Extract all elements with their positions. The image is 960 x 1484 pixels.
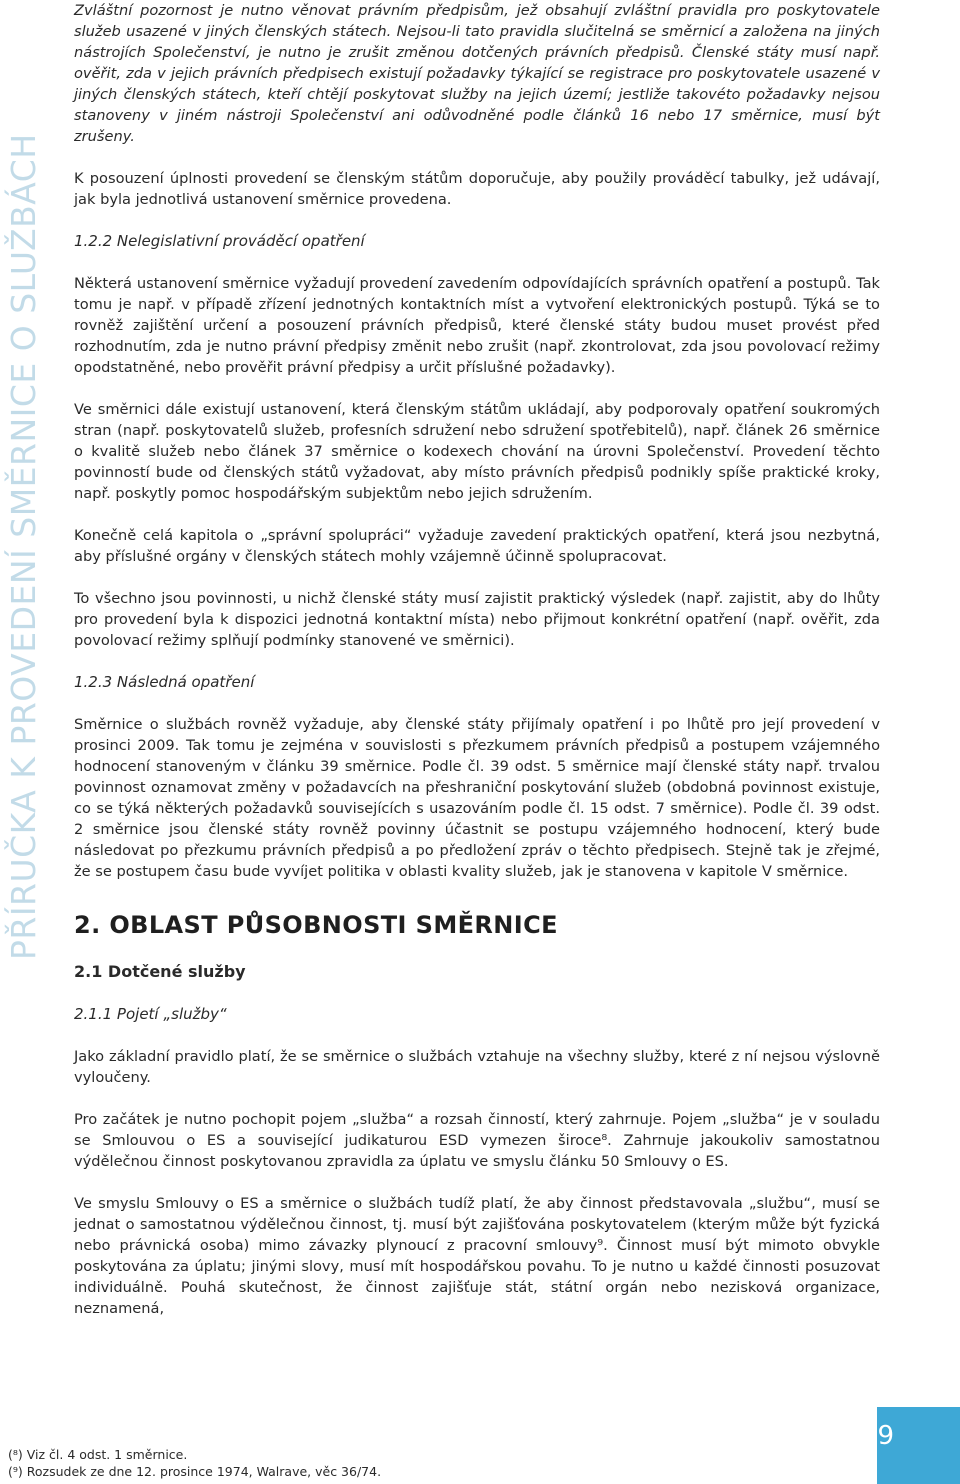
- paragraph: Jako základní pravidlo platí, že se směrnice o službách vztahuje na všechny služby, které z ní nejsou výslovně vyloučeny.: [74, 1048, 880, 1086]
- subsection-heading: 1.2.3 Následná opatření: [74, 673, 255, 691]
- side-title-text: PŘÍRUČKA K PROVEDENÍ SMĚRNICE O SLUŽBÁCH: [4, 133, 43, 960]
- spacer: [74, 147, 880, 168]
- paragraph: Ve směrnici dále existují ustanovení, která členským státům ukládají, aby podporovaly opatření soukromých stran (např. poskytovatelů služeb, profesních sdružení nebo sdružení spotřebitelů), např. článek 26 směrnice o kvalitě služeb nebo článek 37 směrnice o kodexech chování na úrovni Společenství. Provedení těchto povinností bude od členských států vyžadovat, aby místo právních předpisů podnikly spíše praktické kroky, např. poskytly pomoc hospodářským subjektům nebo jejich sdružením.: [74, 401, 880, 502]
- footnote-9: (⁹) Rozsudek ze dne 12. prosince 1974, Walrave, věc 36/74.: [8, 1464, 382, 1479]
- side-title: [2, 0, 42, 960]
- spacer: [74, 651, 880, 672]
- spacer: [74, 252, 880, 273]
- paragraph: Ve smyslu Smlouvy o ES a směrnice o službách tudíž platí, že aby činnost představovala „službu“, musí se jednat o samostatnou výdělečnou činnost, tj. musí být zajišťována poskytovatelem (kterým může být fyzická nebo právnická osoba) mimo závazky plynoucí z pracovní smlouvy⁹. Činnost musí být mimoto obvykle poskytována za úplatu; jinými slovy, musí mít hospodářskou povahu. To je nutno u každé činnosti posuzovat individuálně. Pouhá skutečnost, že činnost zajišťuje stát, státní orgán nebo nezisková organizace, neznamená,: [74, 1195, 880, 1317]
- spacer: [74, 1172, 880, 1193]
- section-heading: 2.1 Dotčené služby: [74, 962, 246, 981]
- paragraph: To všechno jsou povinnosti, u nichž členské státy musí zajistit praktický výsledek (např. zajistit, aby do lhůty pro provedení byla k dispozici jednotná kontaktní místa) nebo přijmout konkrétní opatření (např. ověřit, zda povolovací režimy splňují podmínky stanovené ve směrnici).: [74, 590, 880, 649]
- subsection-heading: 1.2.2 Nelegislativní prováděcí opatření: [74, 232, 365, 250]
- spacer: [74, 693, 880, 714]
- spacer: [74, 882, 880, 910]
- page-number-badge: [877, 1407, 960, 1484]
- chapter-heading: 2. OBLAST PŮSOBNOSTI SMĚRNICE: [74, 911, 558, 939]
- paragraph: Zvláštní pozornost je nutno věnovat právním předpisům, jež obsahují zvláštní pravidla pro poskytovatele služeb usazené v jiných členských státech. Nejsou-li tato pravidla slučitelná se směrnicí a založena na jiných nástrojích Společenství, je nutno je zrušit změnou dotčených právních předpisů. Členské státy musí např. ověřit, zda v jejich právních předpisech existují požadavky týkající se registrace pro poskytovatele usazené v jiných členských státech, kteří chtějí poskytovat služby na jejich území; jestliže takovéto požadavky nejsou stanoveny v jiném nástroji Společenství ani odůvodněné podle článků 16 nebo 17 směrnice, musí být zrušeny.: [74, 2, 880, 145]
- spacer: [74, 983, 880, 1004]
- spacer: [74, 940, 880, 961]
- document-body: [74, 0, 880, 1319]
- spacer: [74, 567, 880, 588]
- paragraph: K posouzení úplnosti provedení se členským státům doporučuje, aby použily prováděcí tabulky, jež udávají, jak byla jednotlivá ustanovení směrnice provedena.: [74, 170, 880, 208]
- subsection-heading: 2.1.1 Pojetí „služby“: [74, 1005, 227, 1023]
- footnote-8: (⁸) Viz čl. 4 odst. 1 směrnice.: [8, 1447, 188, 1462]
- page-number: 9: [877, 1421, 894, 1451]
- paragraph: Směrnice o službách rovněž vyžaduje, aby členské státy přijímaly opatření i po lhůtě pro její provedení v prosinci 2009. Tak tomu je zejména v souvislosti s přezkumem právních předpisů a postupem vzájemného hodnocení stanoveným v článku 39 směrnice. Podle čl. 39 odst. 5 směrnice mají členské státy např. trvalou povinnost oznamovat změny v požadavcích na přeshraniční poskytování služeb (obdobná povinnost existuje, co se týká některých požadavků souvisejících s usazováním podle čl. 15 odst. 7 směrnice). Podle čl. 39 odst. 2 směrnice jsou členské státy rovněž povinny účastnit se postupu vzájemného hodnocení, který bude následovat po přezkumu právních předpisů a po předložení zpráv o těchto předpisech. Stejně tak je zřejmé, že se postupem času bude vyvíjet politika v oblasti kvality služeb, jak je stanovena v kapitole V směrnice.: [74, 716, 880, 880]
- spacer: [74, 378, 880, 399]
- spacer: [74, 210, 880, 231]
- spacer: [74, 1025, 880, 1046]
- footnotes: [8, 1446, 381, 1480]
- paragraph: Konečně celá kapitola o „správní spolupráci“ vyžaduje zavedení praktických opatření, která jsou nezbytná, aby příslušné orgány v členských státech mohly vzájemně účinně spolupracovat.: [74, 527, 880, 565]
- paragraph: Některá ustanovení směrnice vyžadují provedení zavedením odpovídajících správních opatření a postupů. Tak tomu je např. v případě zřízení jednotných kontaktních míst a vytvoření elektronických postupů. Týká se to rovněž zajištění určení a posouzení právních předpisů, které členské státy budou muset provést před rozhodnutím, zda je nutno právní předpisy změnit nebo zrušit (např. zkontrolovat, zda jsou povolovací režimy opodstatněné, nebo prověřit právní předpisy a určit příslušné požadavky).: [74, 275, 880, 376]
- spacer: [74, 504, 880, 525]
- paragraph: Pro začátek je nutno pochopit pojem „služba“ a rozsah činností, který zahrnuje. Pojem „služba“ je v souladu se Smlouvou o ES a související judikaturou ESD vymezen široce⁸. Zahrnuje jakoukoliv samostatnou výdělečnou činnost poskytovanou zpravidla za úplatu ve smyslu článku 50 Smlouvy o ES.: [74, 1111, 880, 1170]
- spacer: [74, 1088, 880, 1109]
